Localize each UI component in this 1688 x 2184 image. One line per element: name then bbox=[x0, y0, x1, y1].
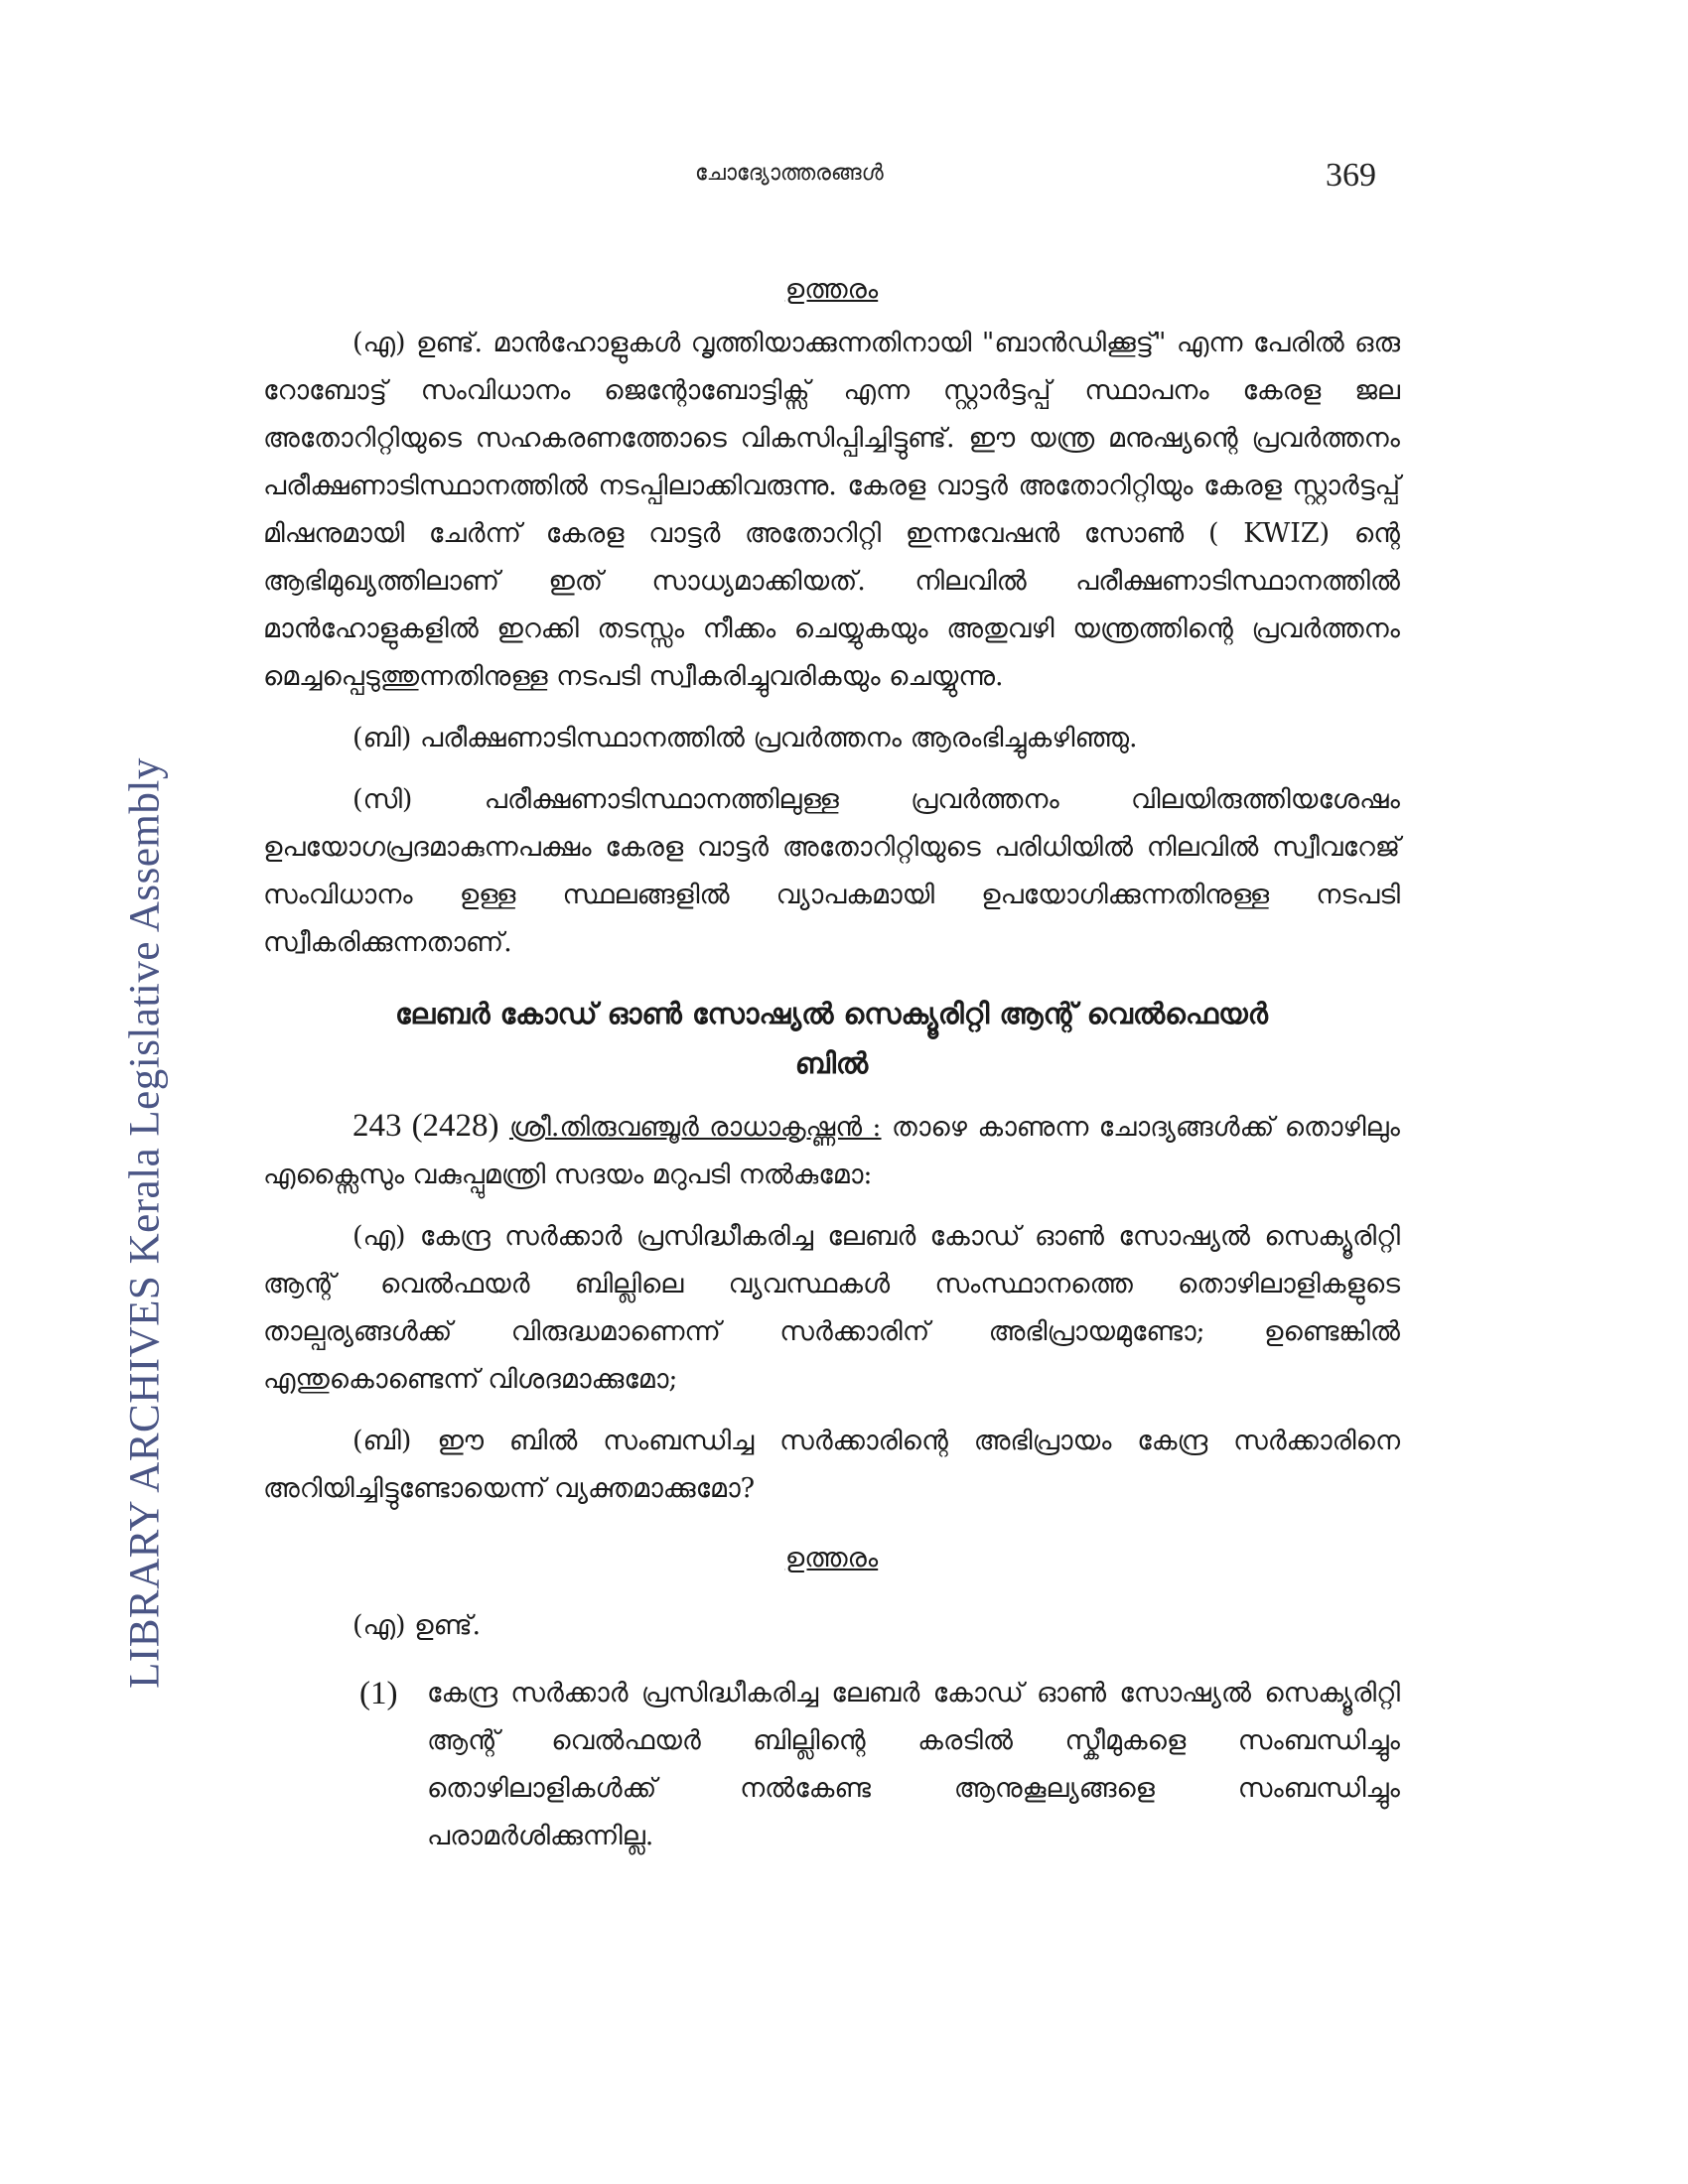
list-item-marker: (1) bbox=[359, 1676, 398, 1711]
question-part-b: (ബി) ഈ ബിൽ സംബന്ധിച്ച സർക്കാരിന്റെ അഭിപ്രായം കേന്ദ്ര സർക്കാരിനെ അറിയിച്ചിട്ടുണ്ടോയെന്ന് വ്യക്തമാക്കുമോ? bbox=[263, 1426, 1400, 1504]
running-title: ചോദ്യോത്തരങ്ങൾ bbox=[695, 161, 884, 186]
question-intro-text: താഴെ കാണുന്ന ചോദ്യങ്ങൾക്ക് തൊഴിലും എക്സൈസും വകുപ്പുമന്ത്രി സദയം മറുപടി നൽകുമോ: bbox=[263, 1112, 1400, 1190]
page-body bbox=[263, 266, 1400, 1860]
question-part-a: (എ) കേന്ദ്ര സർക്കാർ പ്രസിദ്ധീകരിച്ച ലേബർ കോഡ് ഓൺ സോഷ്യൽ സെക്യൂരിറ്റി ആന്റ് വെൽഫയർ ബില്ലിലെ വ്യവസ്ഥകൾ സംസ്ഥാനത്തെ തൊഴിലാളികളുടെ താല്പര്യങ്ങൾക്ക് വിരുദ്ധമാണെന്ന് സർക്കാരിന് അഭിപ്രായമുണ്ടോ; ഉണ്ടെങ്കിൽ എന്തുകൊണ്ടെന്ന് വിശദമാക്കുമോ; bbox=[263, 1221, 1400, 1395]
answer-part-b: (ബി) പരീക്ഷണാടിസ്ഥാനത്തിൽ പ്രവർത്തനം ആരംഭിച്ചുകഴിഞ്ഞു. bbox=[352, 723, 1138, 753]
question-number: 243 (2428) bbox=[352, 1108, 499, 1144]
answer-part-a: (എ) ഉണ്ട്. മാൻഹോളുകൾ വൃത്തിയാക്കുന്നതിനായി "ബാൻഡിക്കൂട്ട്" എന്ന പേരിൽ ഒരു റോബോട്ട് സംവിധാനം ജെന്റോബോട്ടിക്സ് എന്ന സ്റ്റാർട്ടപ്പ് സ്ഥാപനം കേരള ജല അതോറിറ്റിയുടെ സഹകരണത്തോടെ വികസിപ്പിച്ചിട്ടുണ്ട്. ഈ യന്ത്ര മനുഷ്യന്റെ പ്രവർത്തനം പരീക്ഷണാടിസ്ഥാനത്തിൽ നടപ്പിലാക്കിവരുന്നു. കേരള വാട്ടർ അതോറിറ്റിയും കേരള സ്റ്റാർട്ടപ്പ് മിഷനുമായി ചേർന്ന് കേരള വാട്ടർ അതോറിറ്റി ഇന്നവേഷൻ സോൺ ( KWIZ) ന്റെ ആഭിമുഖ്യത്തിലാണ് ഇത് സാധ്യമാക്കിയത്. നിലവിൽ പരീക്ഷണാടിസ്ഥാനത്തിൽ മാൻഹോളുകളിൽ ഇറക്കി തടസ്സം നീക്കം ചെയ്യുകയും അതുവഴി യന്ത്രത്തിന്റെ പ്രവർത്തനം മെച്ചപ്പെടുത്തുന്നതിനുള്ള നടപടി സ്വീകരിച്ചുവരികയും ചെയ്യുന്നു. bbox=[263, 328, 1400, 692]
answer-list-item bbox=[263, 1670, 1400, 1860]
page-number: 369 bbox=[1326, 157, 1376, 194]
question-asker: ശ്രീ.തിരുവഞ്ചൂർ രാധാകൃഷ്ണൻ : bbox=[508, 1112, 882, 1143]
section-title-line2: ബിൽ bbox=[794, 1046, 869, 1080]
answer-heading: ഉത്തരം bbox=[784, 1543, 879, 1573]
section-title-line1: ലേബർ കോഡ് ഓൺ സോഷ്യൽ സെക്യൂരിറ്റി ആന്റ് വെൽഫെയർ bbox=[395, 997, 1268, 1030]
answer-part-a: (എ) ഉണ്ട്. bbox=[352, 1610, 482, 1641]
answer-heading: ഉത്തരം bbox=[784, 274, 879, 305]
answer-part-c: (സി) പരീക്ഷണാടിസ്ഥാനത്തിലുള്ള പ്രവർത്തനം വിലയിരുത്തിയശേഷം ഉപയോഗപ്രദമാകുന്നപക്ഷം കേരള വാട്ടർ അതോറിറ്റിയുടെ പരിധിയിൽ നിലവിൽ സ്വീവറേജ് സംവിധാനം ഉള്ള സ്ഥലങ്ങളിൽ വ്യാപകമായി ഉപയോഗിക്കുന്നതിനുള്ള നടപടി സ്വീകരിക്കുന്നതാണ്. bbox=[263, 784, 1400, 958]
watermark-text: LIBRARY ARCHIVES Kerala Legislative Assembly bbox=[121, 757, 169, 1689]
question-intro bbox=[263, 1102, 1400, 1199]
list-item-text: കേന്ദ്ര സർക്കാർ പ്രസിദ്ധീകരിച്ച ലേബർ കോഡ് ഓൺ സോഷ്യൽ സെക്യൂരിറ്റി ആന്റ് വെൽഫയർ ബില്ലിന്റെ കരടിൽ സ്കീമുകളെ സംബന്ധിച്ചും തൊഴിലാളികൾക്ക് നൽകേണ്ട ആനുകൂല്യങ്ങളെ സംബന്ധിച്ചും പരാമർശിക്കുന്നില്ല. bbox=[427, 1678, 1400, 1851]
